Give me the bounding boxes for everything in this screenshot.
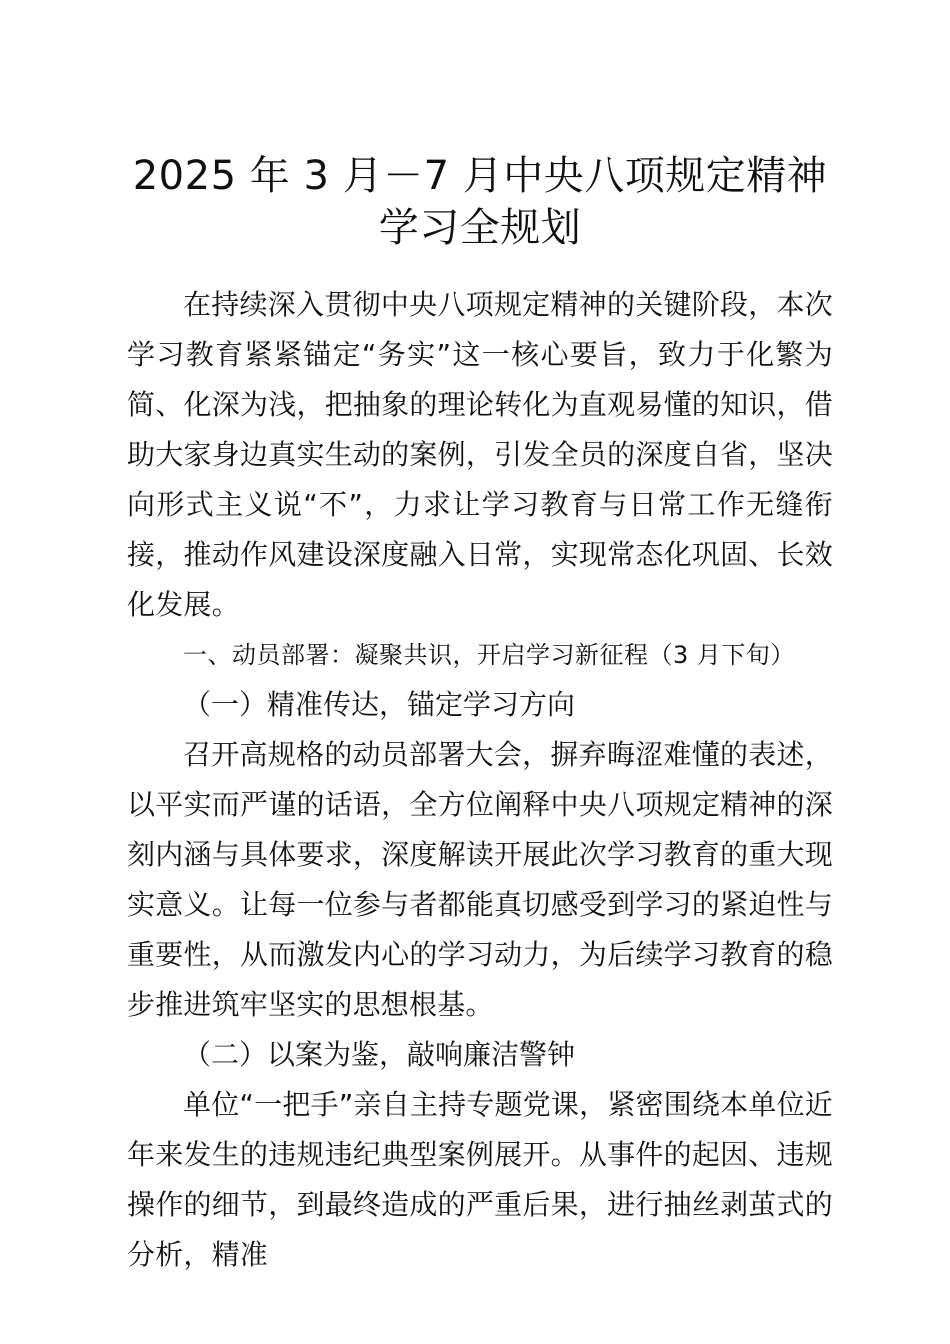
subsection-2-paragraph: 单位“一把手”亲自主持专题党课，紧密围绕本单位近年来发生的违规违纪典型案例展开。从事件的起因、违规操作的细节，到最终造成的严重后果，进行抽丝剥茧式的分析，精准 xyxy=(127,1088,833,1271)
document-title: 2025 年 3 月－7 月中央八项规定精神学习全规划 xyxy=(132,153,828,251)
subsection-heading-2: （二）以案为鉴，敲响廉洁警钟 xyxy=(183,1038,576,1071)
subsection-heading-1: （一）精准传达，锚定学习方向 xyxy=(183,688,576,721)
intro-paragraph: 在持续深入贯彻中央八项规定精神的关键阶段，本次学习教育紧紧锚定“务实”这一核心要旨，致力于化繁为简、化深为浅，把抽象的理论转化为直观易懂的知识，借助大家身边真实生动的案例，引发全员的深度自省，坚决向形式主义说“不”，力求让学习教育与日常工作无缝衔接，推动作风建设深度融入日常，实现常态化巩固、长效化发展。 xyxy=(127,288,833,621)
document-body xyxy=(127,280,833,1280)
subsection-1-paragraph: 召开高规格的动员部署大会，摒弃晦涩难懂的表述，以平实而严谨的话语，全方位阐释中央八项规定精神的深刻内涵与具体要求，深度解读开展此次学习教育的重大现实意义。让每一位参与者都能真切感受到学习的紧迫性与重要性，从而激发内心的学习动力，为后续学习教育的稳步推进筑牢坚实的思想根基。 xyxy=(127,738,833,1021)
section-heading-1: 一、动员部署：凝聚共识，开启学习新征程（3 月下旬） xyxy=(183,641,795,669)
